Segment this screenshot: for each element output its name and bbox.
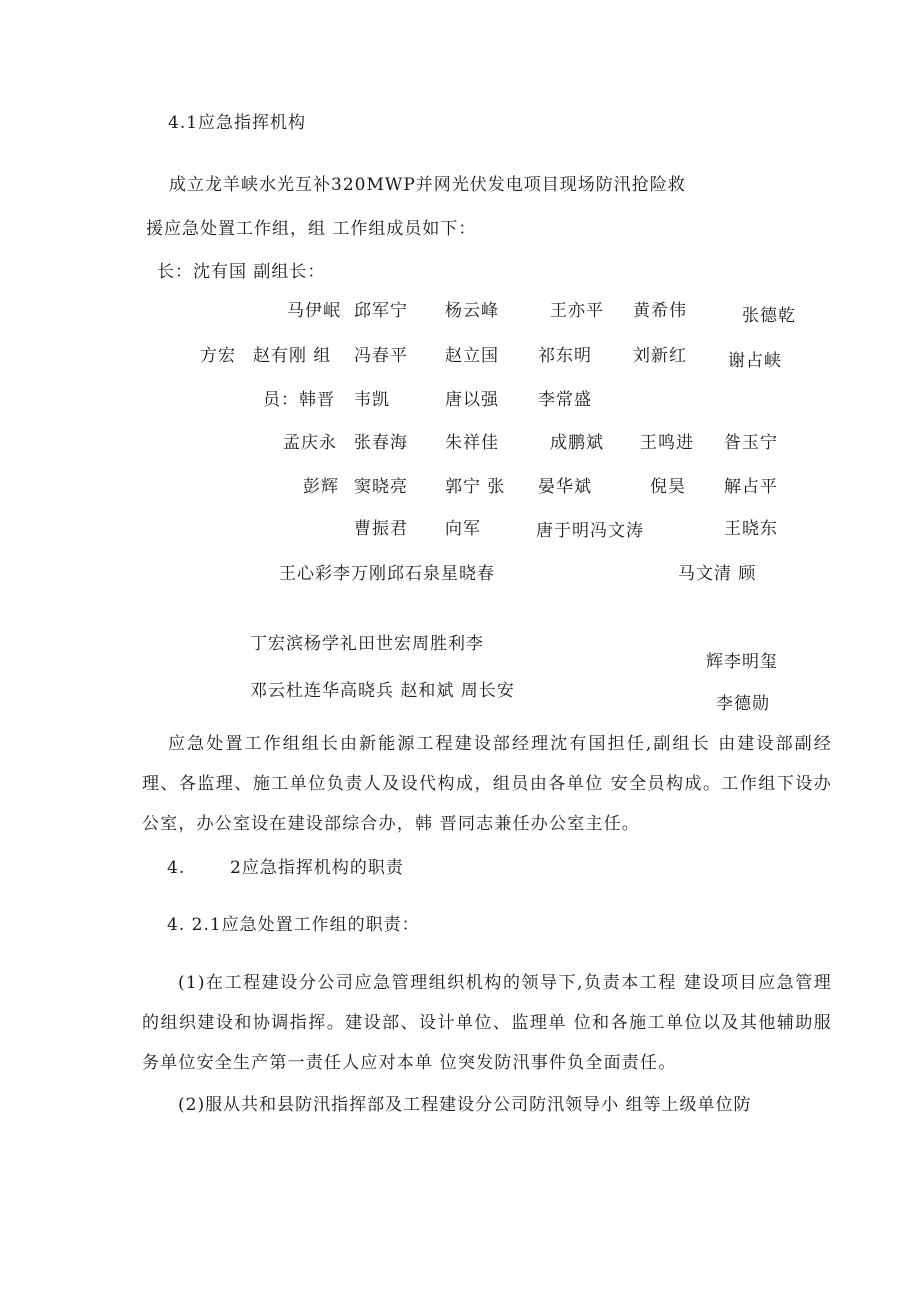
member-name: 郭宁 张	[445, 477, 506, 497]
member-name: 倪昊	[650, 477, 686, 497]
member-name: 彭辉	[303, 477, 339, 497]
member-name: 邱军宁	[354, 301, 408, 321]
member-name: 刘新红	[633, 346, 687, 366]
member-name: 昝玉宁	[724, 433, 778, 453]
member-name: 窦晓亮	[354, 477, 408, 497]
intro-line-2: 援应急处置工作组，组 工作组成员如下：	[146, 219, 477, 239]
leader-line: 长：沈有国 副组长：	[157, 262, 326, 282]
section-number-4-2: 4.	[167, 858, 186, 878]
member-name: 王鸣进	[640, 433, 694, 453]
duty-paragraph-2: (2)服从共和县防汛指挥部及工程建设分公司防汛领导小 组等上级单位防	[178, 1095, 752, 1115]
member-name: 曹振君	[354, 519, 408, 539]
intro-line-1: 成立龙羊峡水光互补320MWP并网光伏发电项目现场防汛抢险救	[169, 175, 686, 195]
member-name: 孟庆永	[283, 433, 337, 453]
member-name: 赵有刚 组	[253, 346, 332, 366]
member-name: 李德勋	[716, 694, 770, 714]
member-name: 韦凯	[354, 390, 390, 410]
member-name: 杨云峰	[445, 301, 499, 321]
member-name: 唐于明冯文涛	[536, 521, 644, 541]
member-name: 马伊岷	[287, 301, 341, 321]
member-name: 晏华斌	[538, 477, 592, 497]
section-heading-4-1: 4.1应急指挥机构	[168, 113, 307, 133]
member-name: 解占平	[724, 477, 778, 497]
duty-paragraph-1: (1)在工程建设分公司应急管理组织机构的领导下,负责本工程 建设项目应急管理的组织建设和协调指挥。建设部、设计单位、监理单 位和各施工单位以及其他辅助服务单位安全生产第一责任人应对本单 位突发防汛事件负全面责任。	[142, 973, 832, 1073]
member-name: 祁东明	[538, 346, 592, 366]
section-heading-4-2: 2应急指挥机构的职责	[230, 858, 404, 878]
member-name: 马文清 顾	[678, 564, 757, 584]
member-name: 谢占峡	[728, 351, 782, 371]
member-name: 方宏	[200, 346, 236, 366]
member-name: 赵立国	[445, 346, 499, 366]
subsection-heading-4-2-1: 4. 2.1应急处置工作组的职责：	[167, 915, 420, 935]
member-name: 员：韩晋	[263, 390, 335, 410]
member-name: 李常盛	[538, 390, 592, 410]
member-name: 丁宏滨杨学礼田世宏周胜利李	[250, 634, 484, 654]
member-name: 冯春平	[354, 346, 408, 366]
member-name: 辉李明玺	[706, 652, 778, 672]
member-name: 邓云杜连华高晓兵 赵和斌 周长安	[250, 681, 515, 701]
member-name: 张德乾	[742, 306, 796, 326]
member-name: 黄希伟	[633, 301, 687, 321]
member-name: 王亦平	[550, 301, 604, 321]
member-name: 唐以强	[445, 390, 499, 410]
member-name: 朱祥佳	[445, 433, 499, 453]
org-paragraph: 应急处置工作组组长由新能源工程建设部经理沈有国担任,副组长 由建设部副经理、各监理、施工单位负责人及设代构成，组员由各单位 安全员构成。工作组下设办公室，办公室设在建设部综合办，韩 晋同志兼任办公室主任。	[142, 734, 832, 834]
member-name: 张春海	[354, 433, 408, 453]
member-name: 王心彩李万刚邱石泉星晓春	[279, 564, 495, 584]
member-name: 向军	[445, 519, 481, 539]
member-name: 成鹏斌	[550, 433, 604, 453]
member-name: 王晓东	[724, 519, 778, 539]
